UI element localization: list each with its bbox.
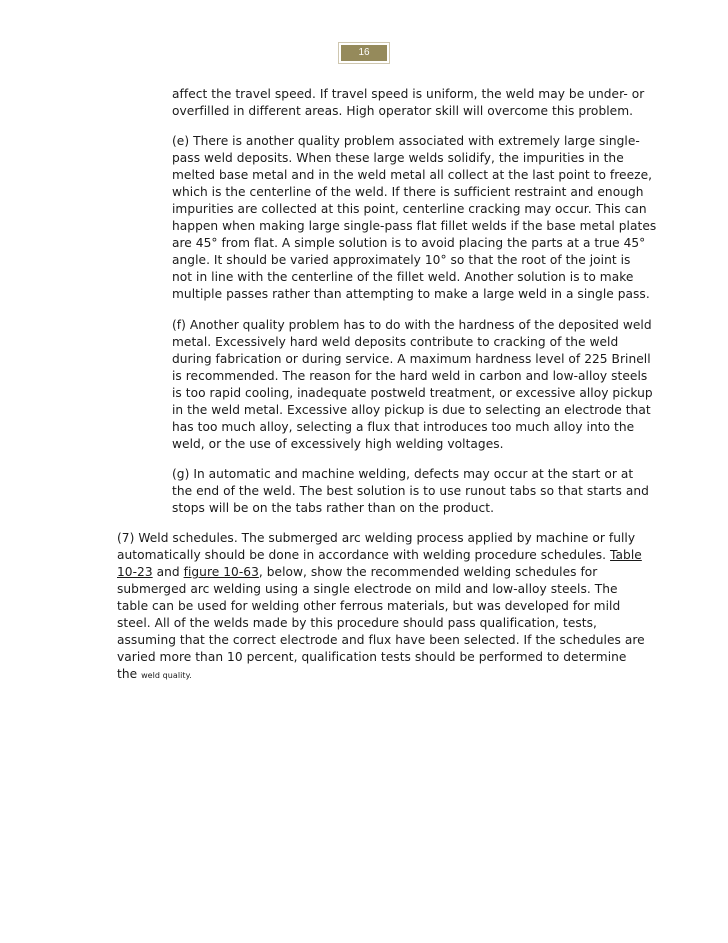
text-line: in the weld metal. Excessive alloy pickup is due to selecting an electrode that <box>172 403 651 417</box>
text-line: is too rapid cooling, inadequate postweld treatment, or excessive alloy pickup <box>172 386 653 400</box>
text-line: metal. Excessively hard weld deposits contribute to cracking of the weld <box>172 335 619 349</box>
text-line <box>117 666 192 684</box>
text-line: weld, or the use of excessively high welding voltages. <box>172 437 504 451</box>
table-link-part2[interactable]: 10-23 <box>117 565 153 579</box>
text-line: are 45° from flat. A simple solution is to avoid placing the parts at a true 45° <box>172 236 646 250</box>
text-segment-small: weld quality. <box>141 671 192 680</box>
text-line: is recommended. The reason for the hard weld in carbon and low-alloy steels <box>172 369 648 383</box>
text-line: affect the travel speed. If travel speed is uniform, the weld may be under- or <box>172 87 645 101</box>
text-line: not in line with the centerline of the fillet weld. Another solution is to make <box>172 270 634 284</box>
text-line: angle. It should be varied approximately 10° so that the root of the joint is <box>172 253 631 267</box>
text-segment: , below, show the recommended welding schedules for <box>258 565 598 579</box>
text-segment: automatically should be done in accordance with welding procedure schedules. <box>117 548 611 562</box>
text-line: overfilled in different areas. High operator skill will overcome this problem. <box>172 104 634 118</box>
text-line: submerged arc welding using a single electrode on mild and low-alloy steels. The <box>117 582 618 596</box>
text-line: impurities are collected at this point, centerline cracking may occur. This can <box>172 202 647 216</box>
text-line: steel. All of the welds made by this procedure should pass qualification, tests, <box>117 616 597 630</box>
page-number-badge <box>338 42 390 64</box>
text-line <box>117 564 597 581</box>
text-segment: and <box>152 565 184 579</box>
text-line: multiple passes rather than attempting to make a large weld in a single pass. <box>172 287 650 301</box>
table-link-part1[interactable]: Table <box>610 548 642 562</box>
text-line: pass weld deposits. When these large welds solidify, the impurities in the <box>172 151 624 165</box>
text-line <box>117 547 642 564</box>
text-line: table can be used for welding other ferrous materials, but was developed for mild <box>117 599 621 613</box>
text-line: (7) Weld schedules. The submerged arc welding process applied by machine or fully <box>117 531 636 545</box>
text-line: has too much alloy, selecting a flux that introduces too much alloy into the <box>172 420 635 434</box>
text-line: varied more than 10 percent, qualification tests should be performed to determine <box>117 650 627 664</box>
text-line: melted base metal and in the weld metal all collect at the last point to freeze, <box>172 168 653 182</box>
text-segment: the <box>117 667 142 681</box>
figure-link[interactable]: figure 10-63 <box>183 565 259 579</box>
page-number: 16 <box>341 45 387 61</box>
text-line: (e) There is another quality problem associated with extremely large single- <box>172 134 640 148</box>
text-line: during fabrication or during service. A maximum hardness level of 225 Brinell <box>172 352 651 366</box>
text-line: (f) Another quality problem has to do with the hardness of the deposited weld <box>172 318 652 332</box>
text-line: which is the centerline of the weld. If there is sufficient restraint and enough <box>172 185 644 199</box>
text-line: the end of the weld. The best solution is to use runout tabs so that starts and <box>172 484 649 498</box>
text-line: assuming that the correct electrode and flux have been selected. If the schedules are <box>117 633 645 647</box>
text-line: (g) In automatic and machine welding, defects may occur at the start or at <box>172 467 634 481</box>
text-line: happen when making large single-pass flat fillet welds if the base metal plates <box>172 219 657 233</box>
text-line: stops will be on the tabs rather than on the product. <box>172 501 495 515</box>
